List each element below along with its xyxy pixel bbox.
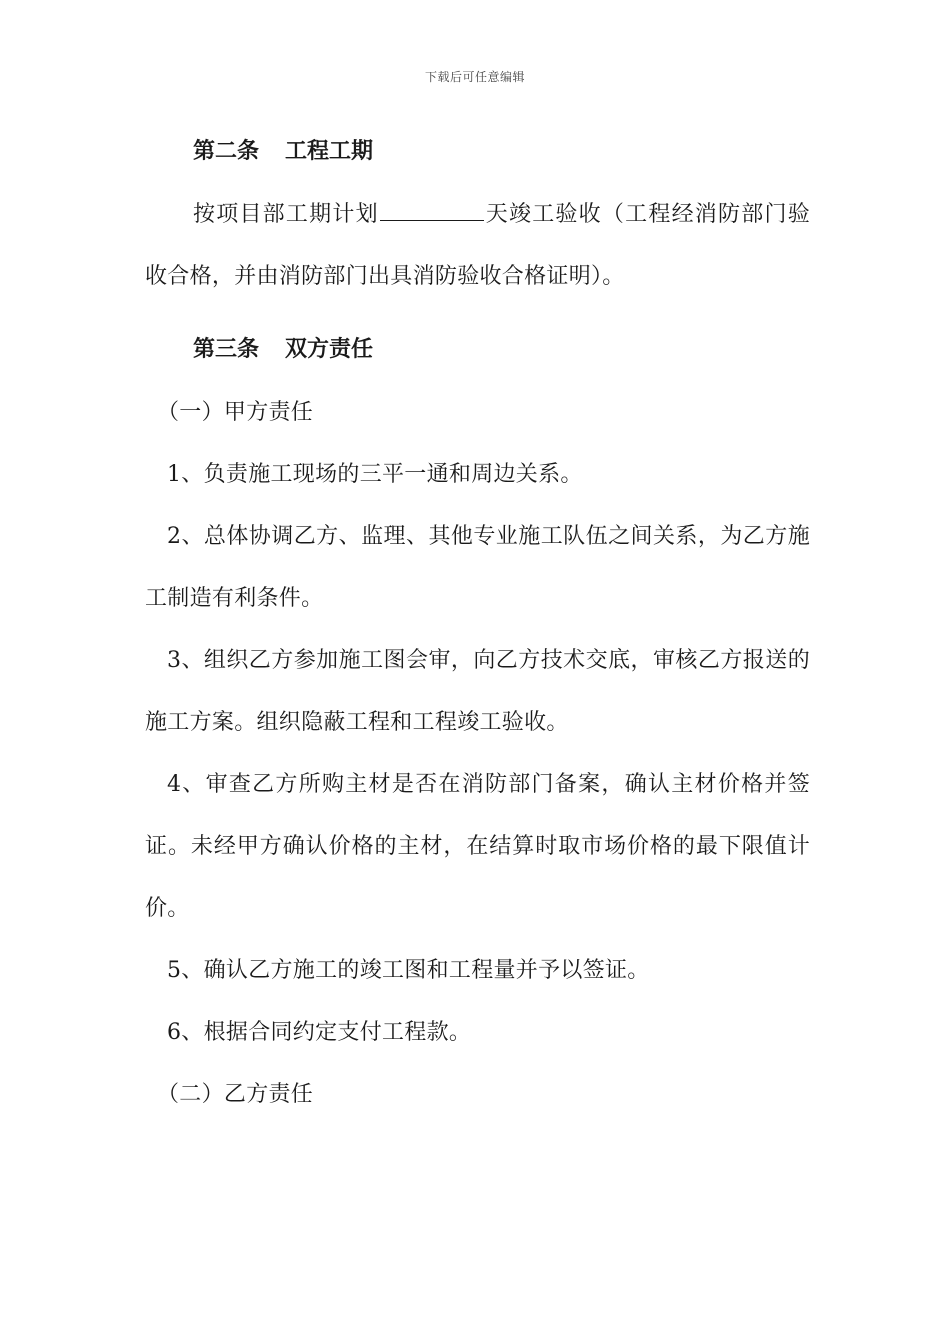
article2-heading [145,126,810,178]
party-a-title: （一）甲方责任 [157,400,314,425]
list-item: 5、确认乙方施工的竣工图和工程量并予以签证。 [167,958,650,983]
list-item: 3、组织乙方参加施工图会审，向乙方技术交底，审核乙方报送的施工方案。组织隐蔽工程和工程竣工验收。 [145,648,810,735]
article2-heading-num: 第二条 [193,139,260,164]
party-b-title: （二）乙方责任 [157,1082,314,1107]
list-item: 1、负责施工现场的三平一通和周边关系。 [167,462,583,487]
list-item: 6、根据合同约定支付工程款。 [167,1020,472,1045]
article2-heading-title: 工程工期 [285,139,374,164]
article3-heading [145,324,810,376]
article2-text-after-blank: 天竣工验收（工程经消防部门验收合格，并由消防部门出具消防验收合格证明）。 [145,202,811,289]
article3-heading-title: 双方责任 [285,337,374,362]
article2-paragraph [145,184,810,308]
article3-heading-num: 第三条 [193,337,260,362]
article2-text-before-blank: 按项目部工期计划 [193,202,379,227]
fill-in-blank-days[interactable] [380,198,484,221]
document-body [145,126,810,1126]
list-item: 2、总体协调乙方、监理、其他专业施工队伍之间关系，为乙方施工制造有利条件。 [145,524,810,611]
header-note: 下载后可任意编辑 [424,70,525,84]
list-item: 4、审查乙方所购主材是否在消防部门备案，确认主材价格并签证。未经甲方确认价格的主材，在结算时取市场价格的最下限值计价。 [145,772,810,921]
